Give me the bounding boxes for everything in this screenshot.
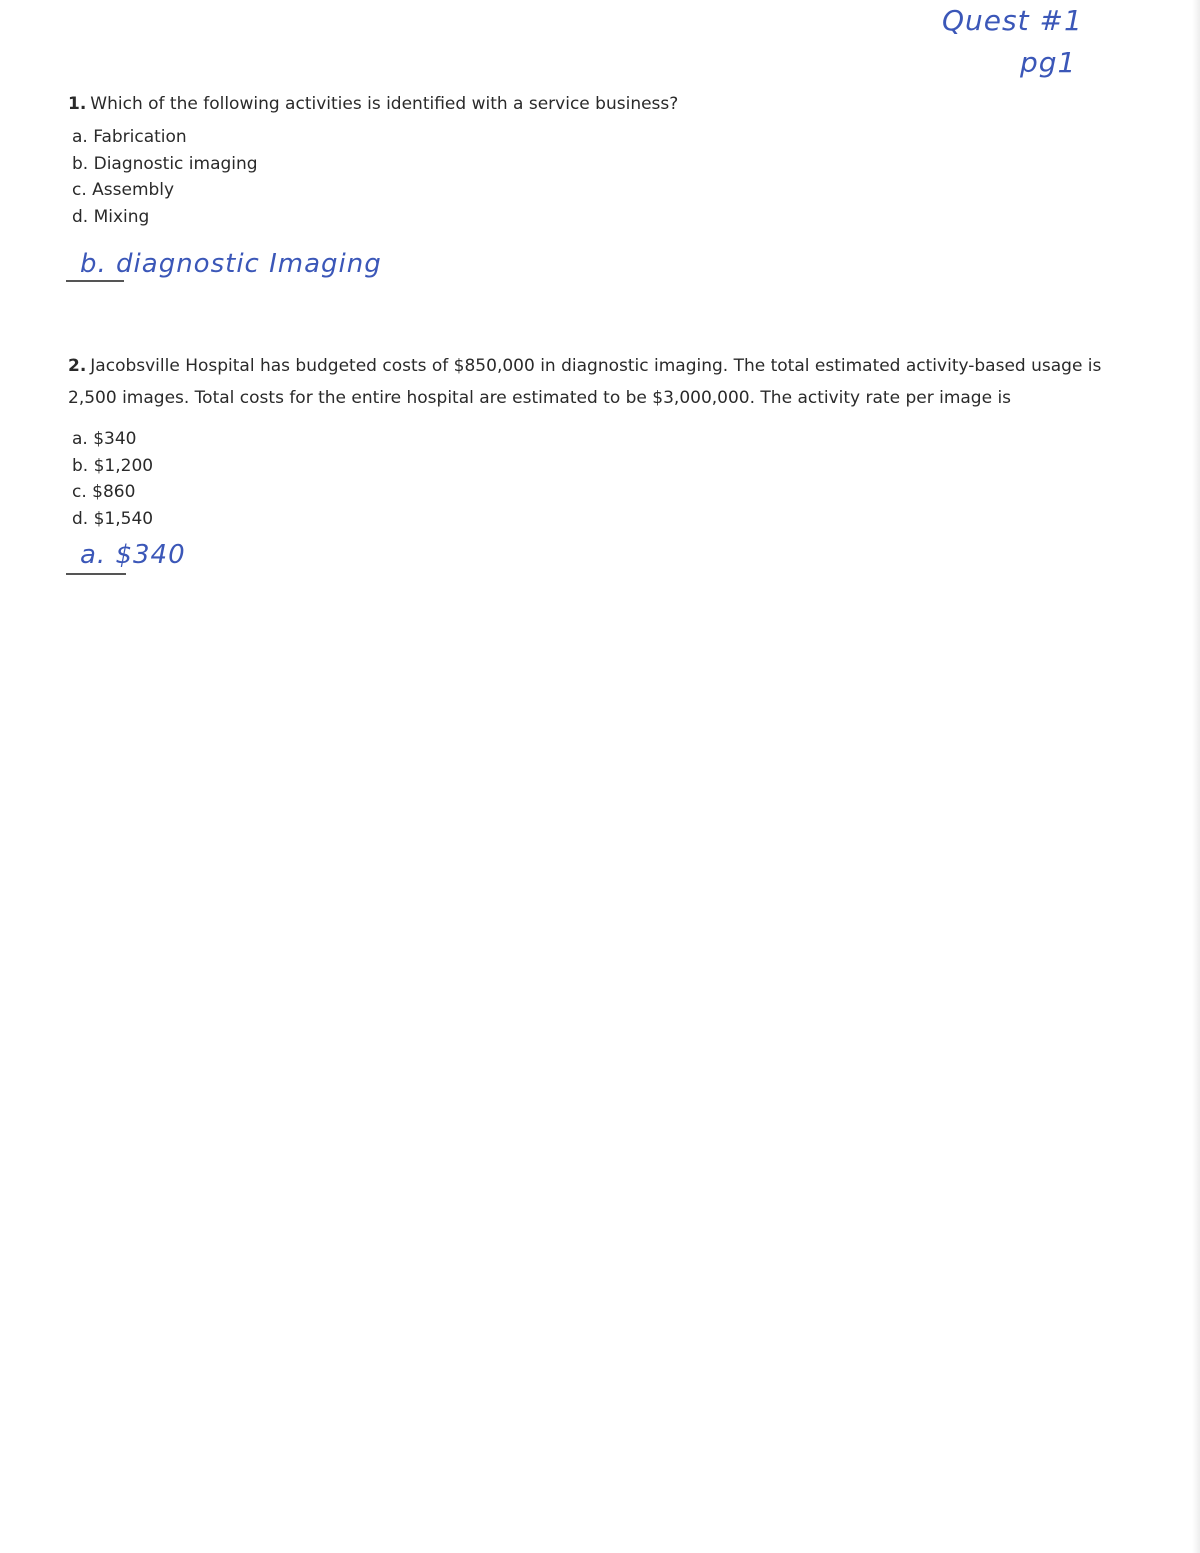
question-1-option-b: b. Diagnostic imaging — [72, 153, 258, 174]
question-1-number: 1. — [68, 94, 87, 114]
question-1-prompt: Which of the following activities is identified with a service business? — [90, 94, 679, 114]
question-2-answer-underline — [66, 573, 126, 575]
page-edge-shadow — [1192, 0, 1200, 1553]
question-1-option-a: a. Fabrication — [72, 127, 187, 147]
question-2 — [68, 350, 1148, 532]
question-2-option-d: d. $1,540 — [72, 508, 154, 529]
question-1 — [68, 88, 1148, 230]
question-1-option-c: c. Assembly — [72, 180, 175, 200]
question-2-handwritten-answer: a. $340 — [80, 540, 186, 570]
question-2-prompt: Jacobsville Hospital has budgeted costs of $850,000 in diagnostic imaging. The total estimated activity-based usage is 2,500 images. Total costs for the entire hospital are estimated to be $3,000,000. The activity rate per image is — [68, 356, 1102, 408]
question-2-option-a: a. $340 — [72, 429, 137, 449]
question-2-number: 2. — [68, 356, 87, 376]
question-1-options — [72, 124, 1148, 230]
question-2-option-c: c. $860 — [72, 482, 136, 502]
handwritten-page-label: pg1 — [1020, 46, 1077, 79]
question-2-options — [72, 426, 1148, 532]
question-1-text — [68, 88, 1148, 120]
question-1-handwritten-answer: b. diagnostic Imaging — [80, 249, 382, 279]
question-2-text — [68, 350, 1148, 414]
handwritten-quiz-label: Quest #1 — [942, 4, 1083, 37]
question-1-option-d: d. Mixing — [72, 206, 150, 227]
question-2-option-b: b. $1,200 — [72, 455, 154, 476]
question-1-answer-underline — [66, 280, 124, 282]
